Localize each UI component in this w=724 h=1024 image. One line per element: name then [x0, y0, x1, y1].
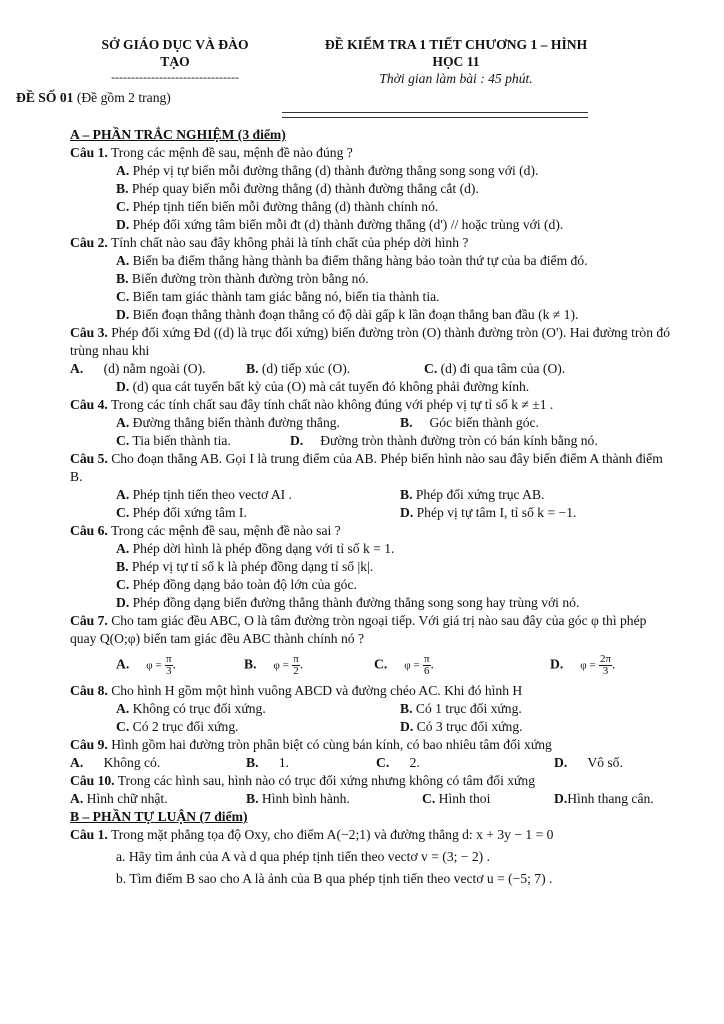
- option-label: D.: [550, 656, 564, 672]
- question-text: Trong các tính chất sau đây tính chất nào không đúng với phép vị tự tỉ số k ≠ ±1 .: [110, 397, 554, 412]
- option-label: C.: [116, 505, 130, 520]
- option-c[interactable]: [70, 432, 290, 450]
- option-c[interactable]: [70, 198, 670, 216]
- option-a[interactable]: [70, 360, 246, 378]
- option-b[interactable]: [246, 754, 376, 772]
- option-label: A.: [116, 253, 130, 268]
- option-text: Không có.: [103, 755, 161, 770]
- option-a[interactable]: [70, 414, 400, 432]
- option-b[interactable]: [400, 486, 544, 504]
- fraction-denominator: 2: [293, 664, 299, 677]
- option-label: A.: [116, 541, 130, 556]
- option-text: Hình chữ nhật.: [86, 791, 168, 806]
- option-a[interactable]: [70, 486, 400, 504]
- option-label: A.: [70, 791, 84, 806]
- option-label: C.: [376, 755, 390, 770]
- option-text: Đường thẳng biến thành đường thẳng.: [132, 415, 340, 430]
- exam-number: ĐỀ SỐ 01: [16, 90, 74, 105]
- option-text: Phép vị tự biến mỗi đường thẳng (d) thành đường thẳng song song với (d).: [132, 163, 539, 178]
- question-5: [70, 450, 670, 486]
- fraction-denominator: 3: [165, 664, 172, 677]
- option-label: D.: [400, 719, 414, 734]
- fraction-numerator: π: [293, 652, 299, 665]
- option-text: (d) qua cát tuyến bất kỳ của (O) mà cát tuyến đó không phải đường kính.: [132, 379, 530, 394]
- option-label: B.: [400, 415, 413, 430]
- option-c[interactable]: C. φ = $\frac{\pi}{6}$ .: [374, 652, 434, 677]
- question-6: [70, 522, 670, 540]
- option-text: Phép dời hình là phép đồng dạng với tỉ số k = 1.: [132, 541, 395, 556]
- option-b[interactable]: [400, 414, 539, 432]
- essay-question-1: [70, 826, 670, 844]
- option-text: Có 2 trục đối xứng.: [132, 719, 239, 734]
- option-d[interactable]: D. φ = $\frac{2\pi}{3}$ .: [550, 652, 616, 677]
- option-text: φ =: [580, 659, 596, 672]
- option-text: Tia biến thành tia.: [132, 433, 231, 448]
- option-label: A.: [116, 656, 130, 672]
- option-text: Phép đối xứng tâm I.: [132, 505, 247, 520]
- option-label: D.: [116, 595, 130, 610]
- question-text: Cho hình H gồm một hình vuông ABCD và đường chéo AC. Khi đó hình H: [111, 683, 523, 698]
- options-row: [70, 486, 670, 504]
- options-row: [70, 754, 670, 772]
- option-label: B.: [246, 791, 259, 806]
- exam-header: [64, 36, 664, 122]
- option-c[interactable]: [70, 504, 400, 522]
- option-b[interactable]: [400, 700, 522, 718]
- essay-part-b: b. Tìm điểm B sao cho A là ảnh của B qua phép tịnh tiến theo vectơ u = (−5; 7) .: [116, 871, 553, 886]
- option-text: Phép tịnh tiến biến mỗi đường thẳng (d) thành chính nó.: [132, 199, 439, 214]
- option-text: φ =: [273, 659, 289, 672]
- option-d[interactable]: [554, 754, 623, 772]
- option-text: Phép đối xứng trục AB.: [415, 487, 545, 502]
- fraction: [292, 654, 300, 677]
- option-d[interactable]: [70, 594, 670, 612]
- option-label: C.: [374, 656, 388, 672]
- option-d[interactable]: [290, 432, 598, 450]
- question-text: Trong các hình sau, hình nào có trục đối xứng nhưng không có tâm đối xứng: [117, 773, 536, 788]
- option-d[interactable]: [400, 718, 523, 736]
- option-label: B.: [244, 656, 257, 672]
- question-4: [70, 396, 670, 414]
- option-d[interactable]: [554, 790, 654, 808]
- option-b[interactable]: [70, 270, 670, 288]
- option-text: Phép đồng dạng biến đường thẳng thành đường thẳng song song hay trùng với nó.: [132, 595, 580, 610]
- option-text: Phép tịnh tiến theo vectơ AI .: [132, 487, 292, 502]
- option-a[interactable]: [70, 700, 400, 718]
- option-label: B.: [116, 559, 129, 574]
- option-text: 2.: [409, 755, 420, 770]
- question-number: Câu 2.: [70, 235, 108, 250]
- option-text: Phép quay biến mỗi đường thẳng (d) thành đường thẳng cắt (d).: [131, 181, 479, 196]
- exam-time: Thời gian làm bài : 45 phút.: [379, 71, 533, 86]
- fraction-numerator: π: [423, 652, 430, 665]
- option-c[interactable]: [424, 360, 565, 378]
- question-text: Phép đối xứng Đd ((d) là trục đối xứng) biến đường tròn (O) thành đường tròn (O'). Hai đường tròn đó trùng nhau khi: [70, 325, 671, 358]
- option-c[interactable]: [422, 790, 554, 808]
- option-c[interactable]: [376, 754, 554, 772]
- fraction-numerator: 2π: [599, 652, 611, 665]
- fraction-denominator: 6: [423, 664, 430, 677]
- option-text: Biến đường tròn thành đường tròn bằng nó.: [131, 271, 369, 286]
- option-label: B.: [246, 361, 259, 376]
- double-rule-divider: [282, 112, 588, 118]
- option-label: A.: [116, 487, 130, 502]
- options-row: [70, 504, 670, 522]
- option-b[interactable]: [70, 180, 670, 198]
- question-number: Câu 3.: [70, 325, 108, 340]
- options-row: [70, 718, 670, 736]
- question-number: Câu 4.: [70, 397, 108, 412]
- question-number: Câu 5.: [70, 451, 108, 466]
- option-text: Không có trục đối xứng.: [132, 701, 266, 716]
- option-label: C.: [422, 791, 436, 806]
- option-b[interactable]: [246, 790, 422, 808]
- option-label: C.: [424, 361, 438, 376]
- option-label: B.: [400, 487, 413, 502]
- option-c[interactable]: [70, 288, 670, 306]
- fraction-numerator: π: [165, 652, 172, 665]
- option-b[interactable]: B. φ = $\frac{\pi}{2}$ .: [244, 652, 304, 677]
- fraction: [423, 654, 431, 677]
- question-number: Câu 9.: [70, 737, 108, 752]
- exam-code: [16, 90, 171, 106]
- options-row: [70, 790, 670, 808]
- option-text: Hình thoi: [438, 791, 491, 806]
- option-text: Phép vị tự tỉ số k là phép đồng dạng tỉ số |k|.: [131, 559, 374, 574]
- exam-title-block: [286, 36, 626, 87]
- option-label: A.: [70, 361, 84, 376]
- options-row: [70, 432, 670, 450]
- option-text: (d) đi qua tâm của (O).: [440, 361, 566, 376]
- question-9: [70, 736, 670, 754]
- options-row: [70, 700, 670, 718]
- option-text: (d) tiếp xúc (O).: [261, 361, 351, 376]
- option-text: Phép đối xứng tâm biến mỗi đt (d) thành đường thẳng (d') // hoặc trùng với (d).: [132, 217, 564, 232]
- section-a-heading: A – PHẦN TRẮC NGHIỆM (3 điểm): [70, 127, 286, 142]
- fraction: [165, 654, 173, 677]
- option-text: Hình thang cân.: [567, 791, 654, 806]
- option-d[interactable]: [70, 378, 670, 396]
- option-label: D.: [116, 217, 130, 232]
- exam-title-line2: HỌC 11: [432, 54, 480, 69]
- question-text: Cho đoạn thẳng AB. Gọi I là trung điểm của AB. Phép biến hình nào sau đây biến điểm A thành điểm B.: [70, 451, 663, 484]
- option-text: Phép vị tự tâm I, tỉ số k = −1.: [416, 505, 577, 520]
- fraction: [599, 654, 612, 677]
- option-a[interactable]: [70, 754, 246, 772]
- option-label: A.: [116, 163, 130, 178]
- option-text: Biến đoạn thẳng thành đoạn thẳng có độ dài gấp k lần đoạn thẳng ban đầu (k ≠ 1).: [132, 307, 579, 322]
- question-3: [70, 324, 670, 360]
- school-department-block: [64, 36, 286, 84]
- option-label: B.: [116, 181, 129, 196]
- section-b-heading: B – PHẦN TỰ LUẬN (7 điểm): [70, 809, 248, 824]
- options-row: [70, 360, 670, 378]
- option-label: A.: [116, 415, 130, 430]
- option-text: Có 1 trục đối xứng.: [415, 701, 522, 716]
- question-text: Cho tam giác đều ABC, O là tâm đường tròn ngoại tiếp. Với giá trị nào sau đây của góc φ thì phép quay Q(O;φ) biến tam giác đều ABC thành chính nó ?: [70, 613, 647, 646]
- option-label: D.: [116, 379, 130, 394]
- question-text: Trong các mệnh đề sau, mệnh đề nào đúng ?: [110, 145, 353, 160]
- option-label: D.: [116, 307, 130, 322]
- question-number: Câu 10.: [70, 773, 115, 788]
- option-label: B.: [116, 271, 129, 286]
- question-1: [70, 144, 670, 162]
- option-text: φ =: [146, 659, 162, 672]
- option-d[interactable]: [70, 216, 670, 234]
- option-label: B.: [400, 701, 413, 716]
- option-label: C.: [116, 199, 130, 214]
- question-text: Trong mặt phẳng tọa độ Oxy, cho điểm A(−2;1) và đường thẳng d: x + 3y − 1 = 0: [110, 827, 554, 842]
- department-name-line1: SỞ GIÁO DỤC VÀ ĐÀO: [101, 37, 249, 52]
- option-a[interactable]: A. φ = $\frac{\pi}{3}$ .: [116, 652, 176, 677]
- option-text: Có 3 trục đối xứng.: [416, 719, 523, 734]
- question-text: Trong các mệnh đề sau, mệnh đề nào sai ?: [110, 523, 341, 538]
- essay-part-a: a. Hãy tìm ảnh của A và d qua phép tịnh tiến theo vectơ v = (3; − 2) .: [116, 849, 490, 864]
- option-label: A.: [116, 701, 130, 716]
- option-a[interactable]: [70, 540, 670, 558]
- option-label: A.: [70, 755, 84, 770]
- fraction-denominator: 3: [602, 664, 609, 677]
- option-label: D.: [554, 755, 568, 770]
- question-2: [70, 234, 670, 252]
- option-label: C.: [116, 289, 130, 304]
- question-text: Tính chất nào sau đây không phải là tính chất của phép dời hình ?: [110, 235, 469, 250]
- question-10: [70, 772, 670, 790]
- option-a[interactable]: [70, 162, 670, 180]
- question-8: [70, 682, 670, 700]
- option-b[interactable]: [70, 558, 670, 576]
- option-text: Biến ba điểm thẳng hàng thành ba điểm thẳng hàng bảo toàn thứ tự của ba điểm đó.: [132, 253, 588, 268]
- option-d[interactable]: [70, 306, 670, 324]
- question-number: Câu 8.: [70, 683, 108, 698]
- question-7: [70, 612, 670, 648]
- option-d[interactable]: [400, 504, 576, 522]
- option-b[interactable]: [246, 360, 424, 378]
- option-label: D.: [290, 433, 304, 448]
- question-number: Câu 1.: [70, 145, 108, 160]
- exam-page-note: (Đề gồm 2 trang): [76, 90, 171, 105]
- question-number: Câu 7.: [70, 613, 108, 628]
- option-text: Vô số.: [587, 755, 623, 770]
- option-a[interactable]: [70, 252, 670, 270]
- option-label: C.: [116, 433, 130, 448]
- option-text: Đường tròn thành đường tròn có bán kính bằng nó.: [320, 433, 598, 448]
- options-row: [70, 648, 670, 682]
- option-text: (d) nằm ngoài (O).: [103, 361, 206, 376]
- option-label: B.: [246, 755, 259, 770]
- option-text: Phép đồng dạng bảo toàn độ lớn của góc.: [132, 577, 357, 592]
- option-c[interactable]: [70, 576, 670, 594]
- option-text: φ =: [404, 659, 420, 672]
- option-label: C.: [116, 577, 130, 592]
- exam-content: [70, 126, 670, 888]
- question-text: Hình gồm hai đường tròn phân biệt có cùng bán kính, có bao nhiêu tâm đối xứng: [111, 737, 552, 752]
- department-name-line2: TẠO: [160, 54, 190, 69]
- exam-title-line1: ĐỀ KIỂM TRA 1 TIẾT CHƯƠNG 1 – HÌNH: [324, 37, 588, 52]
- dash-separator: --------------------------------: [111, 70, 239, 84]
- option-text: Góc biến thành góc.: [429, 415, 539, 430]
- option-text: Hình bình hành.: [261, 791, 350, 806]
- options-row: [70, 414, 670, 432]
- option-label: D.: [554, 791, 568, 806]
- option-text: 1.: [278, 755, 290, 770]
- option-text: Biến tam giác thành tam giác bằng nó, biến tia thành tia.: [132, 289, 440, 304]
- question-number: Câu 1.: [70, 827, 108, 842]
- option-c[interactable]: [70, 718, 400, 736]
- option-a[interactable]: [70, 790, 246, 808]
- option-label: C.: [116, 719, 130, 734]
- option-label: D.: [400, 505, 414, 520]
- question-number: Câu 6.: [70, 523, 108, 538]
